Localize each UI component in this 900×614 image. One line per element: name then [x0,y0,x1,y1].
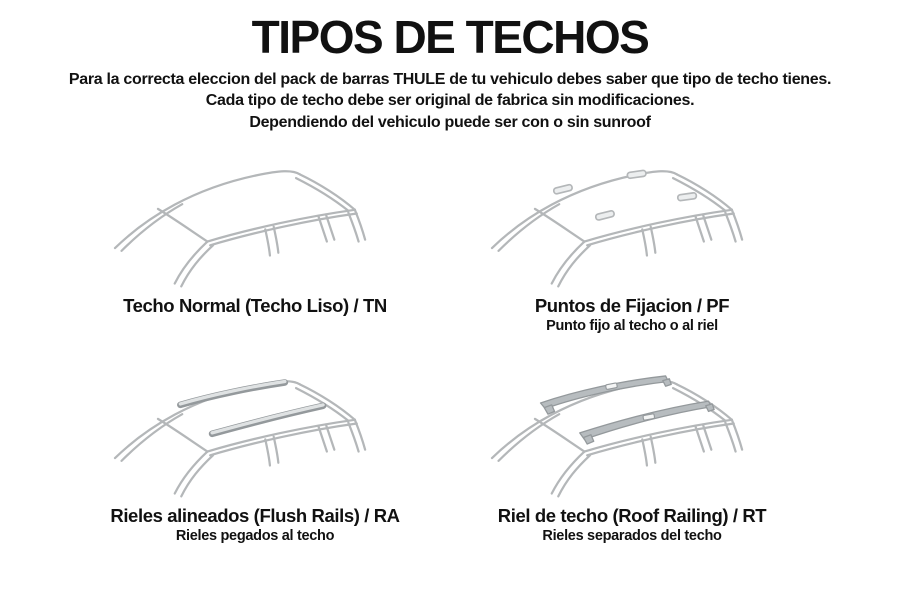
car-roof-raised-rails-illustration [482,361,782,501]
roof-types-grid [0,151,900,581]
roof-type-label-pf: Puntos de Fijacion / PF [534,295,730,317]
page-title: TIPOS DE TECHOS [251,11,649,63]
intro-text [0,69,900,133]
roof-type-section-ra [0,361,450,581]
car-roof-fixation-points-illustration [482,151,782,291]
roof-type-label-rt: Riel de techo (Roof Railing) / RT [497,505,767,527]
roof-type-section-tn [0,151,450,361]
roof-type-label-ra: Rieles alineados (Flush Rails) / RA [110,505,400,527]
raised-rails-icon [541,376,715,444]
roof-type-section-rt [450,361,900,581]
car-roof-normal-illustration [105,151,405,291]
car-roof-flush-rails-illustration [105,361,405,501]
flush-rails-icon [180,382,323,434]
roof-type-sublabel-ra: Rieles pegados al techo [175,527,335,544]
roof-type-label-tn: Techo Normal (Techo Liso) / TN [123,295,387,317]
infographic-roof-types [0,11,900,614]
roof-type-sublabel-pf: Punto fijo al techo o al riel [546,317,718,334]
roof-type-sublabel-rt: Rieles separados del techo [542,527,722,544]
roof-type-section-pf [450,151,900,361]
intro-line-3: Dependiendo del vehiculo puede ser con o sin sunroof [249,113,651,131]
intro-line-2: Cada tipo de techo debe ser original de fabrica sin modificaciones. [205,92,695,110]
intro-line-1: Para la correcta eleccion del pack de barras THULE de tu vehiculo debes saber que tipo de techo tienes. [68,71,832,88]
